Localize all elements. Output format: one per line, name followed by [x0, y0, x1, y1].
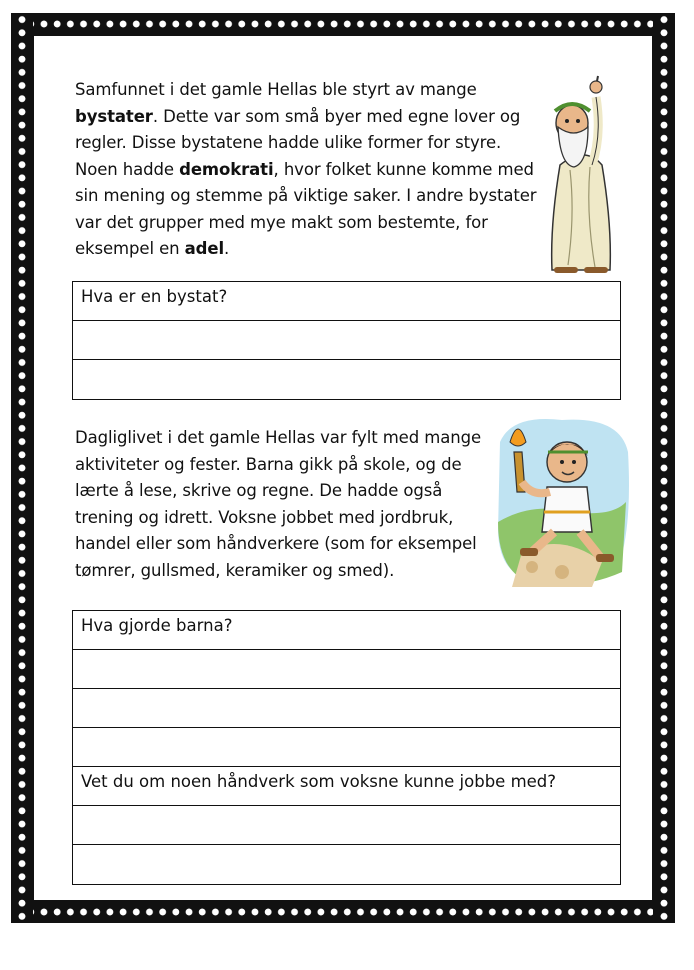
answer-line[interactable] — [73, 728, 620, 767]
text-run: . — [224, 239, 230, 258]
keyword-bystater: bystater — [75, 106, 153, 126]
border-top — [11, 13, 675, 35]
keyword-demokrati: demokrati — [179, 159, 274, 179]
text-run: Samfunnet i det gamle Hellas ble styrt av mange — [75, 80, 477, 99]
answer-line[interactable] — [73, 360, 620, 399]
intro-paragraph-city-states — [75, 77, 545, 263]
question-row: Hva er en bystat? — [73, 282, 620, 321]
answer-line[interactable] — [73, 650, 620, 689]
text-run: , hvor folket kunne komme med sin mening og stemme på viktige saker. I andre bystater var det grupper med mye makt som bestemte, for eksempel en — [75, 159, 537, 258]
answer-line[interactable] — [73, 321, 620, 360]
answer-line[interactable] — [73, 806, 620, 845]
answer-table-1 — [72, 281, 621, 400]
answer-table-2 — [72, 610, 621, 885]
answer-line[interactable] — [73, 845, 620, 884]
greek-philosopher-illustration — [540, 75, 622, 280]
text-run: . Dette var som små byer med egne lover og regler. Disse bystatene hadde ulike former for styre. Noen hadde — [75, 106, 521, 179]
border-bottom — [11, 901, 675, 923]
question-row: Hva gjorde barna? — [73, 611, 620, 650]
border-right — [653, 13, 675, 923]
daily-life-paragraph: Dagliglivet i det gamle Hellas var fylt med mange aktiviteter og fester. Barna gikk på skole, og de lærte å lese, skrive og regne. De hadde også trening og idrett. Voksne jobbet med jordbruk, handel eller som håndverkere (som for eksempel tømrer, gullsmed, keramiker og smed). — [75, 428, 482, 580]
question-row: Vet du om noen håndverk som voksne kunne jobbe med? — [73, 767, 620, 806]
border-left — [11, 13, 33, 923]
keyword-adel: adel — [184, 239, 225, 258]
answer-line[interactable] — [73, 689, 620, 728]
torch-runner-illustration — [492, 412, 632, 590]
